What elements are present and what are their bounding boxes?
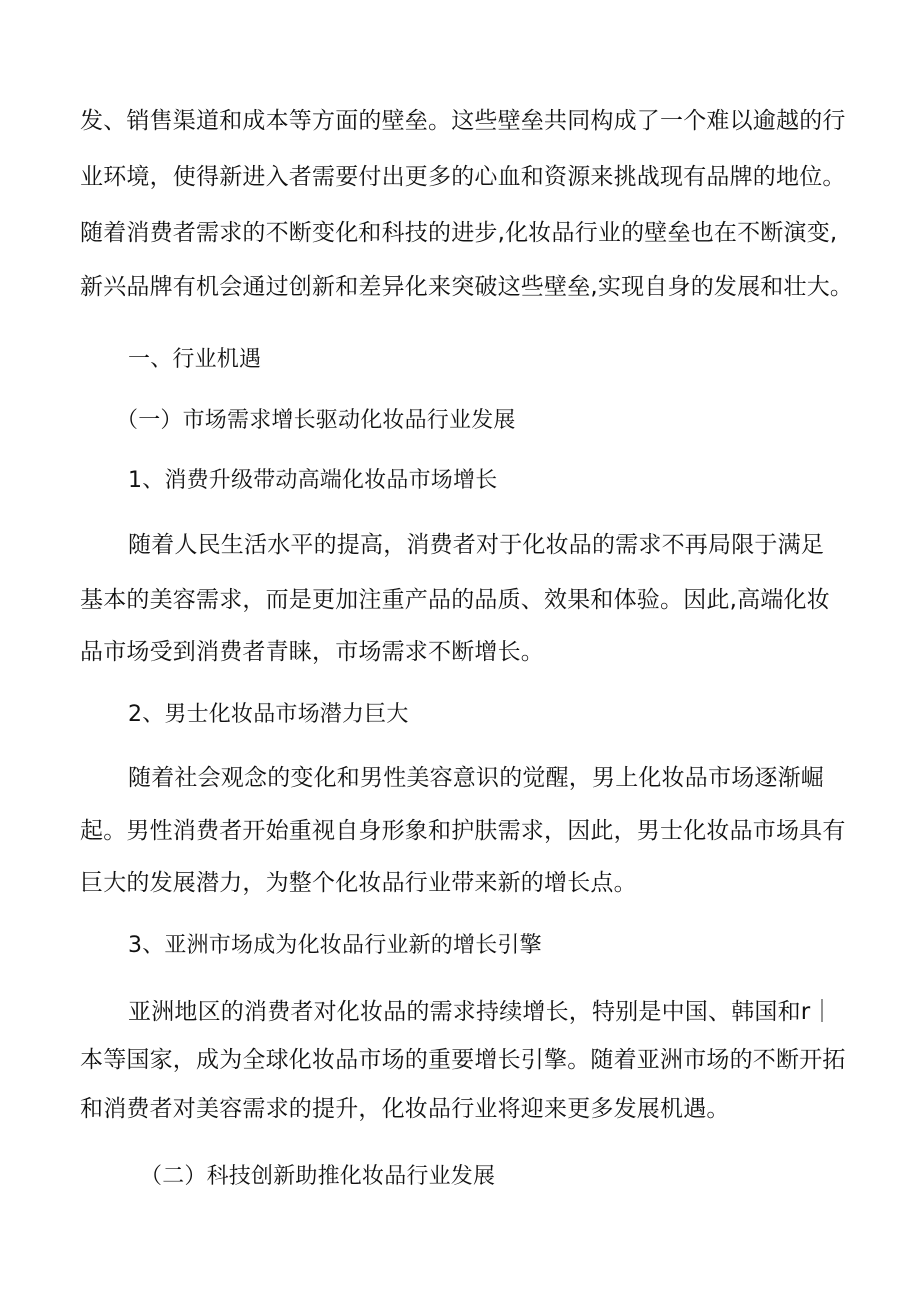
item-3-line-1: 亚洲地区的消费者对化妆品的需求持续增长，特别是中国、韩国和r｜ bbox=[128, 999, 834, 1025]
subsection-1-heading: （一）市场需求增长驱动化妆品行业发展 bbox=[116, 408, 516, 433]
item-1-line-3: 品市场受到消费者青睐，市场需求不断增长。 bbox=[80, 639, 544, 665]
intro-line-3: 随着消费者需求的不断变化和科技的进步,化妆品行业的壁垒也在不断演变, bbox=[80, 220, 838, 246]
item-3-line-3: 和消费者对美容需求的提升，化妆品行业将迎来更多发展机遇。 bbox=[80, 1096, 730, 1122]
item-2-line-3: 巨大的发展潜力，为整个化妆品行业带来新的增长点。 bbox=[80, 870, 637, 896]
item-1-line-1: 随着人民生活水平的提高，消费者对于化妆品的需求不再局限于满足 bbox=[128, 532, 824, 558]
subsection-2-heading: （二）科技创新助推化妆品行业发展 bbox=[140, 1164, 496, 1189]
item-1-heading: 1、消费升级带动高端化妆品市场增长 bbox=[128, 468, 498, 493]
item-2-line-2: 起。男性消费者开始重视自身形象和护肤需求，因此，男士化妆品市场具有 bbox=[80, 818, 846, 844]
item-1-line-2: 基本的美容需求，而是更加注重产品的品质、效果和体验。因此,高端化妆 bbox=[80, 587, 830, 613]
intro-line-2: 业环境，使得新进入者需要付出更多的心血和资源来挑战现有品牌的地位。 bbox=[80, 164, 846, 190]
item-3-heading: 3、亚洲市场成为化妆品行业新的增长引擎 bbox=[128, 933, 542, 958]
intro-line-4: 新兴品牌有机会通过创新和差异化来突破这些壁垒,实现自身的发展和壮大。 bbox=[80, 274, 854, 300]
intro-line-1: 发、销售渠道和成本等方面的壁垒。这些壁垒共同构成了一个难以逾越的行 bbox=[80, 108, 846, 134]
section-heading: 一、行业机遇 bbox=[128, 347, 262, 372]
item-3-line-2: 本等国家，成为全球化妆品市场的重要增长引擎。随着亚洲市场的不断开拓 bbox=[80, 1047, 846, 1073]
item-2-line-1: 随着社会观念的变化和男性美容意识的觉醒，男上化妆品市场逐渐崛 bbox=[128, 765, 824, 791]
item-2-heading: 2、男士化妆品市场潜力巨大 bbox=[128, 702, 409, 727]
